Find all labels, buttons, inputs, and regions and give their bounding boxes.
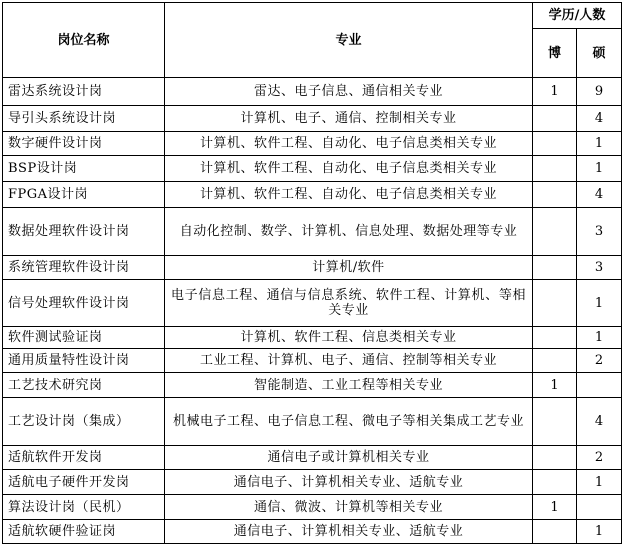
major-cell: 计算机、软件工程、自动化、电子信息类相关专业 — [165, 156, 533, 182]
phd-count-cell: 1 — [533, 78, 577, 106]
major-cell: 电子信息工程、通信与信息系统、软件工程、计算机、等相关专业 — [165, 280, 533, 327]
major-cell: 雷达、电子信息、通信相关专业 — [165, 78, 533, 106]
major-cell: 计算机/软件 — [165, 256, 533, 280]
table-row — [3, 156, 622, 182]
master-count-cell: 1 — [577, 327, 622, 349]
phd-count-cell: 1 — [533, 495, 577, 520]
major-cell: 自动化控制、数学、计算机、信息处理、数据处理等专业 — [165, 208, 533, 256]
position-cell: 工艺设计岗（集成） — [3, 398, 165, 446]
recruitment-table — [2, 2, 622, 544]
position-cell: 软件测试验证岗 — [3, 327, 165, 349]
position-cell: 通用质量特性设计岗 — [3, 349, 165, 373]
table-row — [3, 132, 622, 156]
phd-count-cell — [533, 520, 577, 544]
master-count-cell: 1 — [577, 132, 622, 156]
table-row — [3, 446, 622, 470]
phd-count-cell — [533, 256, 577, 280]
position-cell: BSP设计岗 — [3, 156, 165, 182]
table-row — [3, 373, 622, 398]
position-cell: 信号处理软件设计岗 — [3, 280, 165, 327]
major-cell: 通信、微波、计算机等相关专业 — [165, 495, 533, 520]
master-count-cell: 1 — [577, 280, 622, 327]
position-cell: 雷达系统设计岗 — [3, 78, 165, 106]
master-count-cell: 4 — [577, 106, 622, 132]
header-education-count: 学历/人数 — [533, 3, 622, 29]
position-cell: 适航软硬件验证岗 — [3, 520, 165, 544]
master-count-cell: 9 — [577, 78, 622, 106]
table-row — [3, 182, 622, 208]
position-cell: 工艺技术研究岗 — [3, 373, 165, 398]
phd-count-cell — [533, 446, 577, 470]
table-row — [3, 327, 622, 349]
phd-count-cell — [533, 349, 577, 373]
major-cell: 工业工程、计算机、电子、通信、控制等相关专业 — [165, 349, 533, 373]
major-cell: 机械电子工程、电子信息工程、微电子等相关集成工艺专业 — [165, 398, 533, 446]
phd-count-cell — [533, 280, 577, 327]
master-count-cell: 2 — [577, 446, 622, 470]
major-cell: 计算机、软件工程、信息类相关专业 — [165, 327, 533, 349]
phd-count-cell — [533, 327, 577, 349]
table-row — [3, 106, 622, 132]
major-cell: 通信电子、计算机相关专业、适航专业 — [165, 470, 533, 495]
master-count-cell — [577, 495, 622, 520]
phd-count-cell — [533, 106, 577, 132]
table-row — [3, 495, 622, 520]
master-count-cell — [577, 373, 622, 398]
header-master: 硕 — [577, 29, 622, 78]
phd-count-cell — [533, 182, 577, 208]
position-cell: 适航软件开发岗 — [3, 446, 165, 470]
header-major: 专业 — [165, 3, 533, 78]
major-cell: 计算机、软件工程、自动化、电子信息类相关专业 — [165, 182, 533, 208]
phd-count-cell: 1 — [533, 373, 577, 398]
table-row — [3, 520, 622, 544]
table-row — [3, 208, 622, 256]
master-count-cell: 1 — [577, 470, 622, 495]
table-row — [3, 78, 622, 106]
position-cell: 算法设计岗（民机） — [3, 495, 165, 520]
table-row — [3, 280, 622, 327]
header-row-1 — [3, 3, 622, 29]
major-cell: 通信电子或计算机相关专业 — [165, 446, 533, 470]
phd-count-cell — [533, 132, 577, 156]
table-row — [3, 470, 622, 495]
phd-count-cell — [533, 398, 577, 446]
master-count-cell: 4 — [577, 398, 622, 446]
major-cell: 智能制造、工业工程等相关专业 — [165, 373, 533, 398]
position-cell: 适航电子硬件开发岗 — [3, 470, 165, 495]
master-count-cell: 1 — [577, 156, 622, 182]
major-cell: 计算机、电子、通信、控制相关专业 — [165, 106, 533, 132]
phd-count-cell — [533, 208, 577, 256]
master-count-cell: 2 — [577, 349, 622, 373]
position-cell: 导引头系统设计岗 — [3, 106, 165, 132]
position-cell: FPGA设计岗 — [3, 182, 165, 208]
master-count-cell: 1 — [577, 520, 622, 544]
major-cell: 通信电子、计算机相关专业、适航专业 — [165, 520, 533, 544]
header-phd: 博 — [533, 29, 577, 78]
phd-count-cell — [533, 156, 577, 182]
phd-count-cell — [533, 470, 577, 495]
master-count-cell: 3 — [577, 256, 622, 280]
major-cell: 计算机、软件工程、自动化、电子信息类相关专业 — [165, 132, 533, 156]
table-row — [3, 256, 622, 280]
header-position: 岗位名称 — [3, 3, 165, 78]
master-count-cell: 3 — [577, 208, 622, 256]
position-cell: 数字硬件设计岗 — [3, 132, 165, 156]
master-count-cell: 4 — [577, 182, 622, 208]
table-row — [3, 398, 622, 446]
position-cell: 数据处理软件设计岗 — [3, 208, 165, 256]
position-cell: 系统管理软件设计岗 — [3, 256, 165, 280]
table-row — [3, 349, 622, 373]
